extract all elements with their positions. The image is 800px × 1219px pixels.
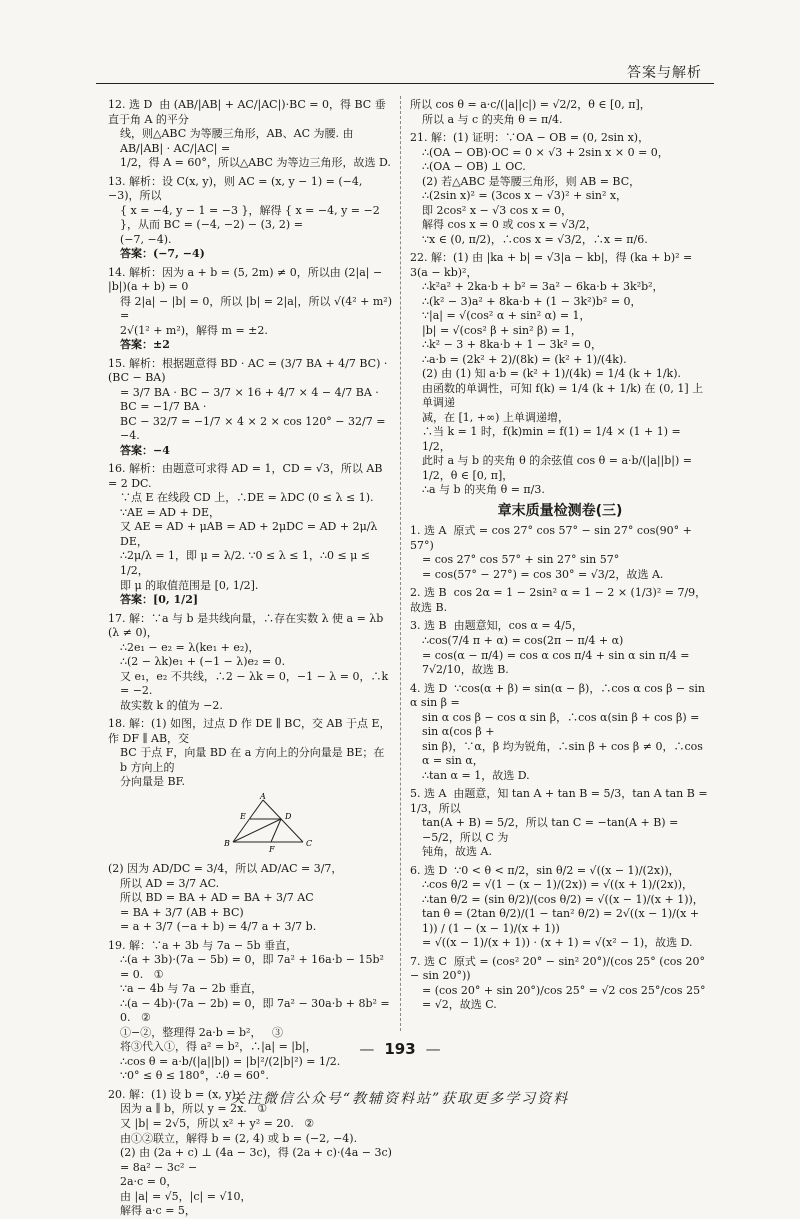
solution-line: ∴(2sin x)² = (3cos x − √3)² + sin² x，: [422, 189, 628, 203]
solution-line: 21. 解：(1) 证明：∵OA − OB = (0, 2sin x)，: [410, 131, 650, 145]
solution-line: ∴2μ/λ = 1，即 μ = λ/2. ∵0 ≤ λ ≤ 1，∴0 ≤ μ ≤ 1/2，: [120, 549, 374, 577]
solution-line: 所以 BD = BA + AD = BA + 3/7 AC: [120, 891, 314, 905]
solution-line: 2√(1² + m²)，解得 m = ±2.: [120, 323, 268, 337]
solution-line: 得 2|a| − |b| = 0，所以 |b| = 2|a|，所以 √(4² + m²) =: [120, 294, 396, 323]
right-column: [410, 98, 710, 1033]
solution-line: 12. 选 D 由 (AB/|AB| + AC/|AC|)·BC = 0，得 BC 垂直于角 A 的平分: [108, 98, 386, 126]
solution-line: (2) 由 (1) 知 a·b = (k² + 1)/(4k) = 1/4 (k + 1/k).: [422, 367, 682, 381]
solution-line: 钝角，故选 A.: [422, 845, 492, 859]
solution-line: ∴k²a² + 2ka·b + b² = 3a² − 6ka·b + 3k²b²，: [422, 280, 664, 294]
solution-line: (2) 由 (2a + c) ⊥ (4a − 3c)，得 (2a + c)·(4a − 3c) = 8a² − 3c² −: [120, 1146, 396, 1174]
solution-line: ∵点 E 在线段 CD 上，∴DE = λDC (0 ≤ λ ≤ 1).: [120, 491, 374, 505]
solution-line: 分向量是 BF.: [120, 775, 185, 789]
solution-line: ∴cos θ = a·b/(|a||b|) = |b|²/(2|b|²) = 1/2.: [120, 1054, 341, 1068]
solution-line: sin α cos β − cos α sin β，∴cos α(sin β + cos β) = sin α(cos β +: [422, 710, 703, 739]
solution-line: = (cos 20° + sin 20°)/cos 25° = √2 cos 25°/cos 25° = √2，故选 C.: [422, 983, 710, 1012]
solution-line: = √((x − 1)/(x + 1)) · (x + 1) = √(x² − 1)，故选 D.: [422, 936, 693, 950]
figure-label-E: E: [240, 811, 246, 821]
solution-entry: [410, 98, 710, 127]
left-column: [108, 98, 396, 1218]
solution-entry: [108, 357, 392, 459]
solution-line: (2) 因为 AD/DC = 3/4，所以 AD/AC = 3/7，: [108, 862, 343, 876]
figure-label-B: B: [224, 838, 230, 848]
solution-entry: [410, 586, 710, 615]
solution-line: 所以 a 与 c 的夹角 θ = π/4.: [422, 112, 563, 126]
solution-line: ∵x ∈ (0, π/2)，∴cos x = √3/2，∴x = π/6.: [422, 232, 648, 246]
solution-line: 减，在 [1, +∞) 上单调递增，: [422, 410, 569, 424]
solution-line: ∴(a − 4b)·(7a − 2b) = 0，即 7a² − 30a·b + 8b² = 0. ②: [120, 996, 394, 1025]
solution-line: 14. 解析：因为 a + b = (5, 2m) ≠ 0，所以由 (2|a| − |b|)(a + b) = 0: [108, 265, 386, 294]
solution-line: ∴tan α = 1，故选 D.: [422, 768, 530, 782]
footer-note: 关注微信公众号“教辅资料站”获取更多学习资料: [230, 1091, 570, 1107]
page-number: — 193 —: [359, 1040, 441, 1058]
solution-line: = BA + 3/7 (AB + BC): [120, 905, 244, 919]
solution-entry: [410, 131, 710, 247]
solution-line: 3. 选 B 由题意知，cos α = 4/5，: [410, 619, 583, 633]
solution-line: = a + 3/7 (−a + b) = 4/7 a + 3/7 b.: [120, 920, 317, 934]
solution-line: 7. 选 C 原式 = (cos² 20° − sin² 20°)/(cos 25° (cos 20° − sin 20°)): [410, 954, 709, 983]
solution-line: tan θ = (2tan θ/2)/(1 − tan² θ/2) = 2√((x − 1)/(x + 1)) / (1 − (x − 1)/(x + 1)): [422, 907, 703, 935]
solution-line: ∵a − 4b 与 7a − 2b 垂直，: [120, 982, 263, 996]
solution-line: 17. 解：∵a 与 b 是共线向量，∴存在实数 λ 使 a = λb (λ ≠ 0)，: [108, 611, 387, 640]
solution-line: ∴(k² − 3)a² + 8ka·b + (1 − 3k²)b² = 0，: [422, 294, 642, 308]
solution-line: ∵|a| = √(cos² α + sin² α) = 1，: [422, 309, 591, 323]
solution-line: 6. 选 D ∵0 < θ < π/2，sin θ/2 = √((x − 1)/(2x))，: [410, 863, 680, 877]
solution-line: 由 |a| = √5，|c| = √10，: [120, 1189, 252, 1203]
solution-entry: [410, 682, 710, 784]
solution-line: ∴cos(7/4 π + α) = cos(2π − π/4 + α): [422, 634, 624, 647]
solution-line: 19. 解：∵a + 3b 与 7a − 5b 垂直，: [108, 938, 298, 952]
solution-entry: [108, 265, 396, 353]
solution-entry: [108, 612, 392, 714]
column-divider: [400, 96, 401, 1031]
page-number-value: 193: [384, 1040, 416, 1058]
solution-line: 故实数 k 的值为 −2.: [120, 698, 223, 712]
figure-label-A: A: [260, 791, 266, 801]
solution-line: BC 于点 F，向量 BD 在 a 方向上的分向量是 BE；在 b 方向上的: [120, 746, 388, 774]
solution-line: = cos(57° − 27°) = cos 30° = √3/2，故选 A.: [422, 567, 664, 581]
solution-line: 22. 解：(1) 由 |ka + b| = √3|a − kb|，得 (ka + b)² = 3(a − kb)²，: [410, 251, 696, 279]
solution-line: 又 AE = AD + μAB = AD + 2μDC = AD + 2μ/λ DE，: [120, 520, 381, 548]
header-title: 答案与解析: [627, 65, 702, 81]
solution-line: 答案：−4: [120, 443, 170, 457]
solution-line: ∵AE = AD + DE，: [120, 505, 221, 519]
solution-line: 答案：(−7, −4): [120, 247, 205, 261]
solution-line: (−7, −4).: [120, 232, 172, 246]
solution-line: ∴当 k = 1 时，f(k)min = f(1) = 1/4 × (1 + 1) = 1/2，: [422, 425, 685, 453]
solution-line: 解得 cos x = 0 或 cos x = √3/2，: [422, 218, 597, 232]
solution-line: 所以 AD = 3/7 AC.: [120, 876, 220, 890]
figure-label-C: C: [306, 838, 313, 848]
figure-segment-DF: [271, 819, 281, 842]
figure-label-F: F: [269, 844, 275, 854]
solution-entry: [108, 717, 392, 858]
solution-line: 15. 解析：根据题意得 BD · AC = (3/7 BA + 4/7 BC) · (BC − BA): [108, 356, 391, 385]
solution-line: { x = −4, y − 1 = −3 }，解得 { x = −4, y = −2 }，从而 BC = (−4, −2) − (3, 2) =: [120, 203, 384, 232]
solution-line: 解得 a·c = 5，: [120, 1204, 196, 1218]
solution-line: 此时 a 与 b 的夹角 θ 的余弦值 cos θ = a·b/(|a||b|) = 1/2，θ ∈ [0, π]，: [422, 454, 696, 482]
solution-line: 4. 选 D ∵cos(α + β) = sin(α − β)，∴cos α cos β − sin α sin β =: [410, 681, 709, 710]
solution-line: ∴cos θ/2 = √(1 − (x − 1)/(2x)) = √((x + 1)/(2x))，: [422, 878, 694, 892]
solution-entry: [410, 864, 710, 951]
section-title: 章末质量检测卷(三): [497, 502, 623, 519]
solution-entry: [410, 955, 710, 1013]
solution-line: 答案：[0, 1/2]: [120, 593, 199, 607]
solution-entry: [410, 619, 710, 677]
solution-line: 因为 a ∥ b，所以 y = 2x. ①: [120, 1102, 268, 1116]
solution-line: 1. 选 A 原式 = cos 27° cos 57° − sin 27° cos(90° + 57°): [410, 524, 696, 552]
solution-line: ∴(OA − OB) ⊥ OC.: [422, 160, 526, 174]
solution-entry: [108, 862, 392, 935]
figure-segment-AB: [233, 800, 263, 842]
solution-entry: [108, 462, 392, 607]
solution-line: 2. 选 B cos 2α = 1 − 2sin² α = 1 − 2 × (1/3)² = 7/9，故选 B.: [410, 586, 707, 614]
figure-segment-BD: [233, 819, 281, 842]
solution-line: 20. 解：(1) 设 b = (x, y)，: [108, 1087, 247, 1101]
solution-line: 由①②联立，解得 b = (2, 4) 或 b = (−2, −4).: [120, 1131, 358, 1145]
solution-entry: [108, 98, 392, 171]
figure-label-D: D: [285, 811, 292, 821]
solution-line: ∴(a + 3b)·(7a − 5b) = 0，即 7a² + 16a·b − 15b² = 0. ①: [120, 953, 388, 981]
solution-line: = cos(α − π/4) = cos α cos π/4 + sin α sin π/4 = 7√2/10，故选 B.: [422, 648, 693, 677]
solution-entry: [108, 939, 392, 1084]
solution-line: sin β)，∵α，β 均为锐角，∴sin β + cos β ≠ 0，∴cos α = sin α，: [422, 739, 707, 768]
solution-line: = 3/7 BA · BC − 3/7 × 16 + 4/7 × 4 − 4/7 BA · BC = −1/7 BA ·: [120, 385, 383, 414]
solution-entry: [410, 524, 710, 582]
solution-line: 又 |b| = 2√5，所以 x² + y² = 20. ②: [120, 1117, 315, 1130]
solution-line: tan(A + B) = 5/2，所以 tan C = −tan(A + B) = −5/2，所以 C 为: [422, 816, 682, 844]
solution-line: 1/2，得 A = 60°，所以△ABC 为等边三角形，故选 D.: [120, 156, 391, 170]
solution-line: 16. 解析：由题意可求得 AD = 1，CD = √3，所以 AB = 2 DC.: [108, 462, 386, 490]
solution-entry: [410, 787, 710, 860]
solution-line: 答案：±2: [120, 338, 170, 352]
solution-line: |b| = √(cos² β + sin² β) = 1，: [422, 323, 582, 337]
solution-line: ∵0° ≤ θ ≤ 180°，∴θ = 60°.: [120, 1069, 269, 1083]
solution-line: ∴tan θ/2 = (sin θ/2)/(cos θ/2) = √((x − 1)/(x + 1))，: [422, 892, 704, 906]
solution-line: ∴k² − 3 + 8ka·b + 1 − 3k² = 0，: [422, 338, 602, 352]
solution-line: ∴(2 − λk)e₁ + (−1 − λ)e₂ = 0.: [120, 655, 286, 669]
solution-line: 将③代入①，得 a² = b²，∴|a| = |b|，: [120, 1040, 317, 1054]
solution-line: 即 μ 的取值范围是 [0, 1/2].: [120, 578, 259, 592]
solution-entry: [108, 175, 392, 262]
solution-line: ∴a 与 b 的夹角 θ = π/3.: [422, 483, 545, 497]
solution-line: BC − 32/7 = −1/7 × 4 × 2 × cos 120° − 32/7 = −4.: [120, 414, 389, 443]
solution-line: 18. 解：(1) 如图，过点 D 作 DE ∥ BC，交 AB 于点 E，作 DF ∥ AB，交: [108, 717, 391, 745]
solution-line: 13. 解析：设 C(x, y)，则 AC = (x, y − 1) = (−4, −3)，所以: [108, 174, 366, 203]
header-rule: [96, 83, 714, 84]
triangle-figure: [208, 792, 318, 852]
figure-segment-AC: [263, 800, 303, 842]
solution-line: 2a·c = 0，: [120, 1175, 178, 1189]
solution-line: 线，则△ABC 为等腰三角形，AB、AC 为腰. 由 AB/|AB| · AC/|AC| =: [120, 127, 357, 155]
solution-line: = cos 27° cos 57° + sin 27° sin 57°: [422, 553, 620, 567]
solution-line: ∴a·b = (2k² + 2)/(8k) = (k² + 1)/(4k).: [422, 352, 627, 366]
solution-line: ∴(OA − OB)·OC = 0 × √3 + 2sin x × 0 = 0，: [422, 145, 669, 159]
solution-entry: [410, 251, 710, 498]
solution-line: 即 2cos² x − √3 cos x = 0，: [422, 203, 573, 217]
solution-line: 5. 选 A 由题意，知 tan A + tan B = 5/3，tan A tan B = 1/3，所以: [410, 787, 712, 815]
solution-line: (2) 若△ABC 是等腰三角形，则 AB = BC，: [422, 174, 641, 188]
solution-line: 又 e₁，e₂ 不共线，∴2 − λk = 0，−1 − λ = 0，∴k = −2.: [120, 669, 392, 698]
solution-line: 所以 cos θ = a·c/(|a||c|) = √2/2，θ ∈ [0, π]，: [410, 98, 651, 111]
solution-line: ∴2e₁ − e₂ = λ(ke₁ + e₂)，: [120, 640, 260, 654]
solution-line: ①−②，整理得 2a·b = b²， ③: [120, 1025, 283, 1039]
solution-line: 由函数的单调性，可知 f(k) = 1/4 (k + 1/k) 在 (0, 1] 上单调递: [422, 381, 704, 410]
